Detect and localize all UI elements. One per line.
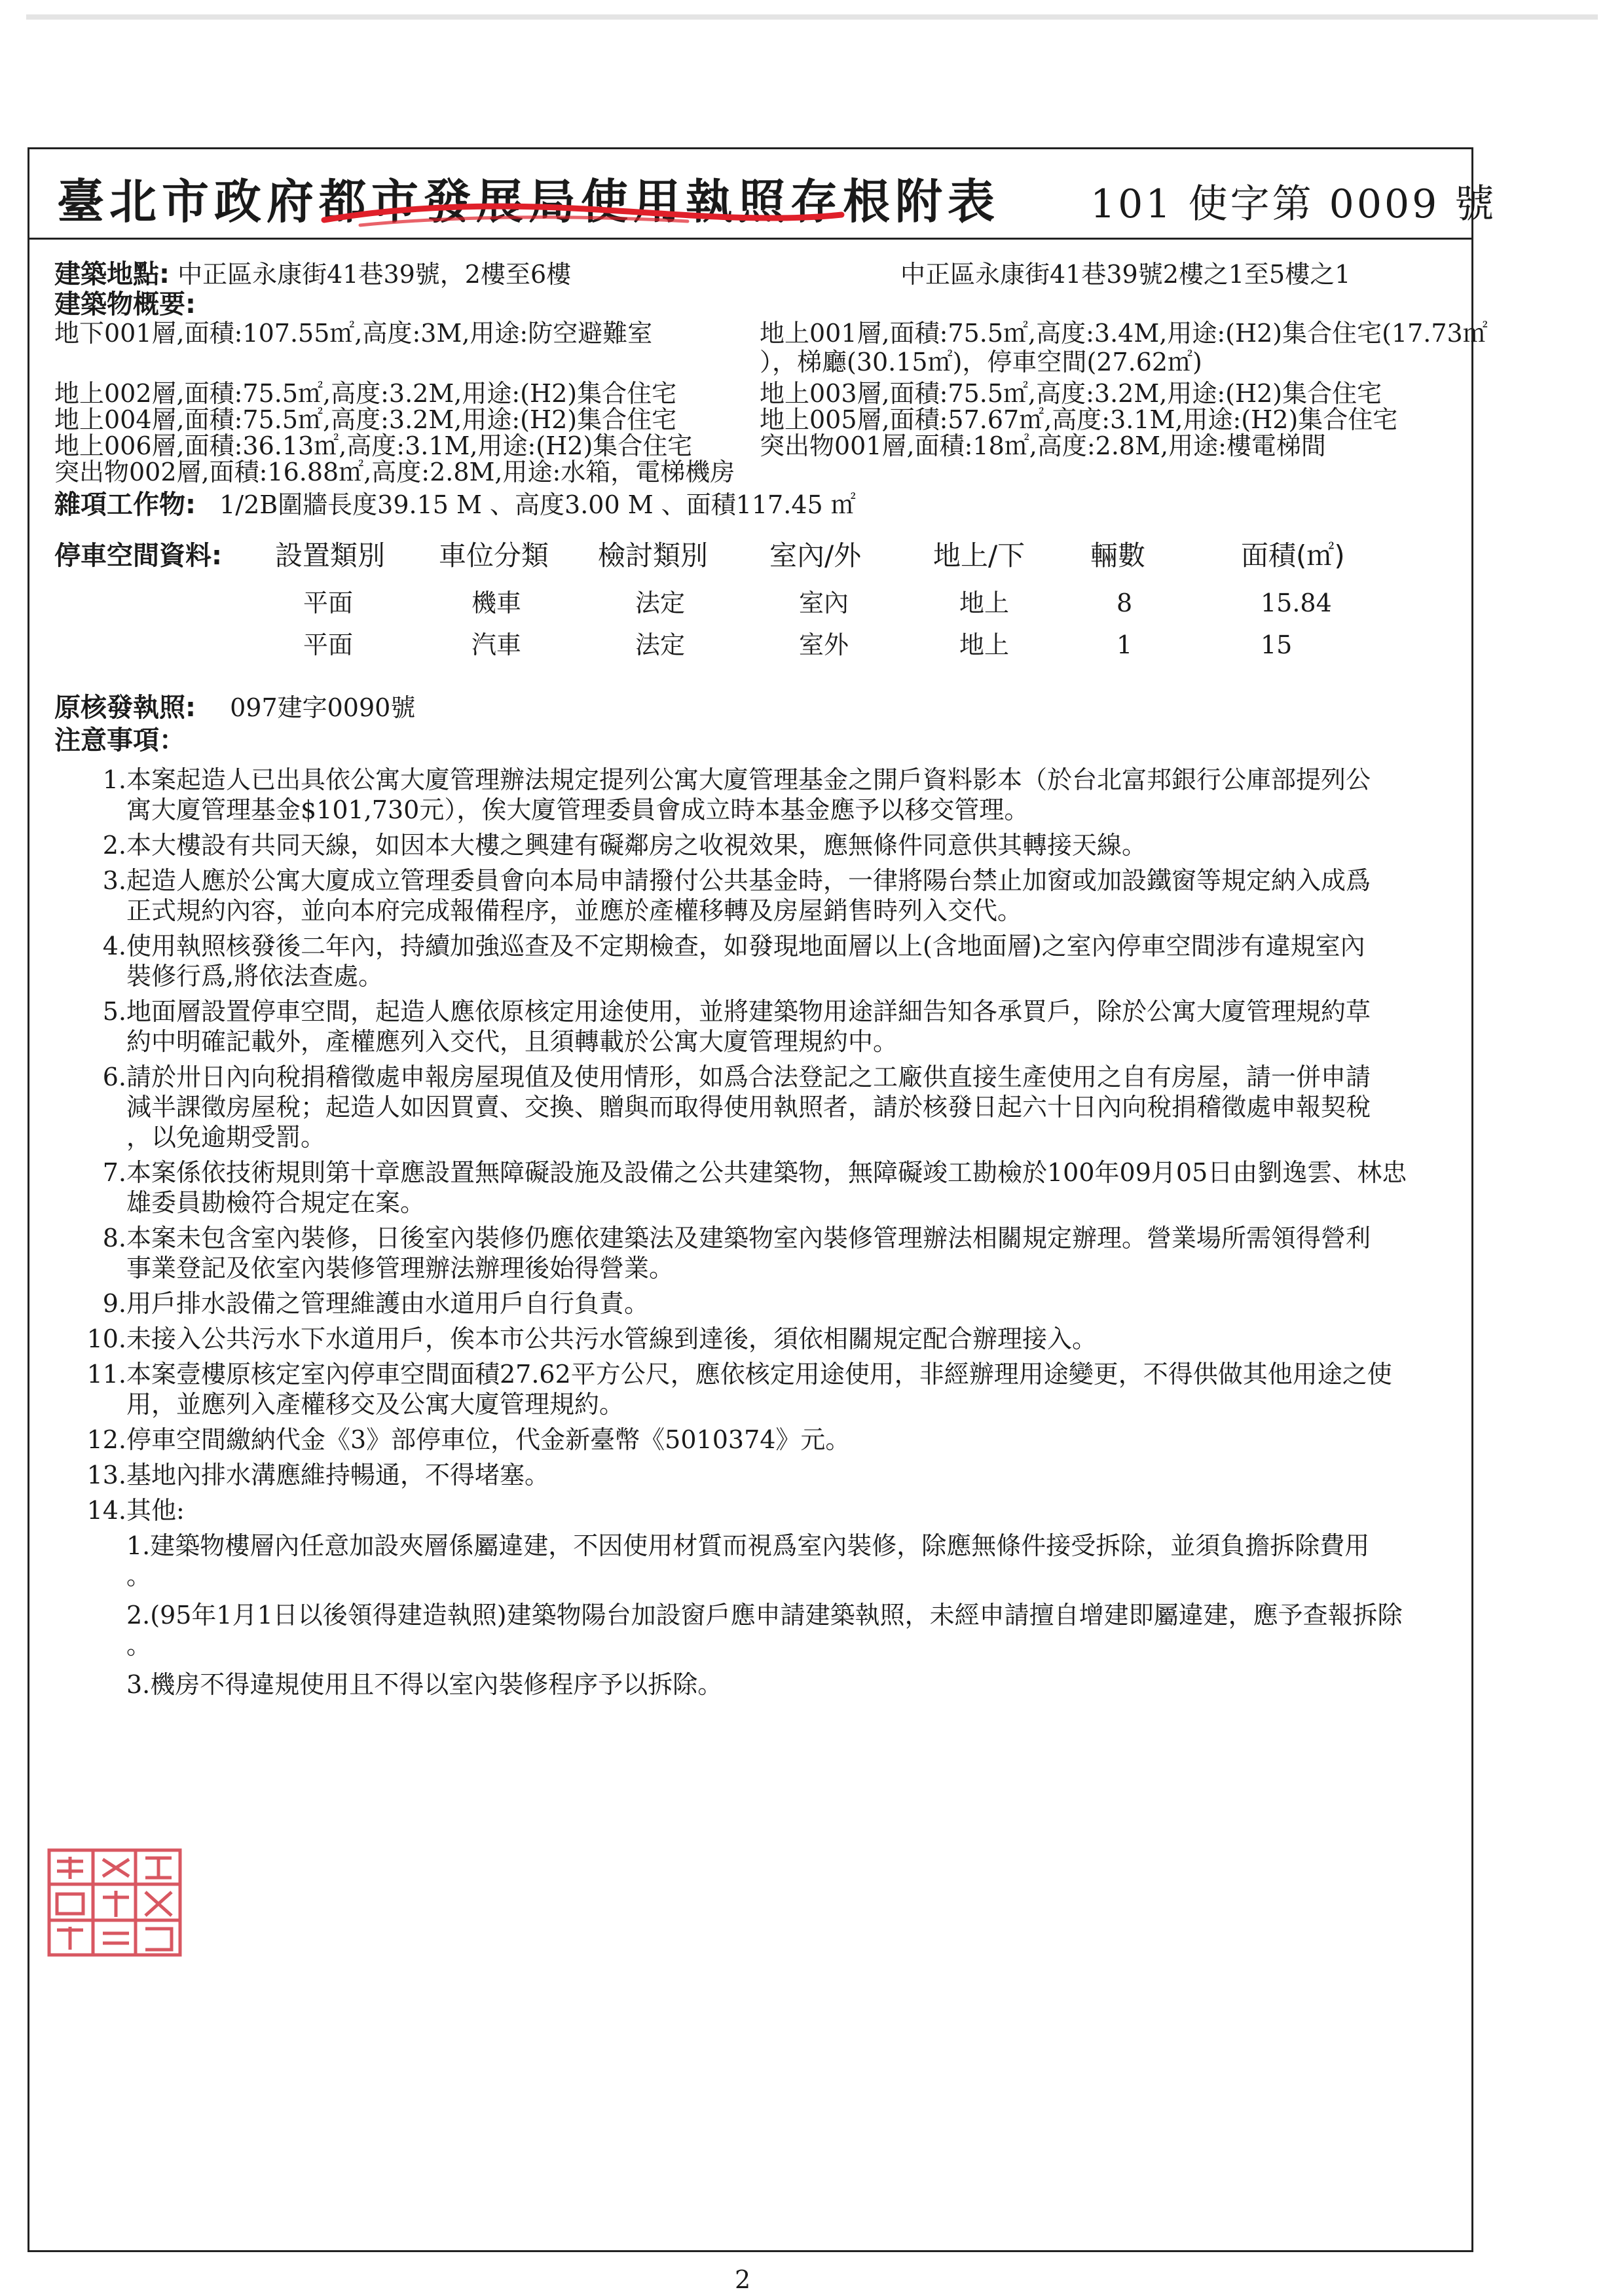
title-bar xyxy=(29,149,1497,240)
misc-works-label: 雜項工作物: xyxy=(54,490,196,520)
floor-1: 地上001層,面積:75.5㎡,高度:3.4M,用途:(H2)集合住宅(17.73㎡ xyxy=(760,319,1488,348)
note-number: 8. xyxy=(102,1224,126,1252)
site-address-alt: 中正區永康街41巷39號2樓之1至5樓之1 xyxy=(900,260,1351,289)
note-text-line: 停車空間繳納代金《3》部停車位，代金新臺幣《5010374》元。 xyxy=(126,1425,851,1454)
floor-5: 地上005層,面積:57.67㎡,高度:3.1M,用途:(H2)集合住宅 xyxy=(760,405,1398,434)
note-text-line: 裝修行爲,將依法查處。 xyxy=(126,962,384,991)
note-text-line: 使用執照核發後二年內，持續加強巡查及不定期檢查，如發現地面層以上(含地面層)之室內停車空間涉有違規室內 xyxy=(126,932,1365,960)
parking-header-review: 檢討類別 xyxy=(598,539,709,572)
site-address: 中正區永康街41巷39號，2樓至6樓 xyxy=(177,260,572,289)
page-number: 2 xyxy=(735,2265,751,2294)
scan-edge xyxy=(26,14,1598,20)
note-number: 7. xyxy=(102,1158,126,1187)
note-text-line: 正式規約內容，並向本府完成報備程序，並應於產權移轉及房屋銷售時列入交代。 xyxy=(126,896,1023,925)
note-number: 2. xyxy=(102,831,126,860)
note-number: 10. xyxy=(86,1324,126,1353)
note-text-line: 用戶排水設備之管理維護由水道用戶自行負責。 xyxy=(126,1289,650,1318)
note-text-line: 約中明確記載外，產權應列入交代，且須轉載於公寓大廈管理規約中。 xyxy=(126,1027,898,1056)
overview-label: 建築物概要: xyxy=(54,289,196,319)
note-text-line: ，以免逾期受罰。 xyxy=(126,1123,326,1152)
official-seal-stamp xyxy=(44,1845,187,1961)
note-text-line: 未接入公共污水下水道用戶，俟本市公共污水管線到達後，須依相關規定配合辦理接入。 xyxy=(126,1324,1098,1353)
note-number: 4. xyxy=(102,932,126,960)
note-text-line: 事業登記及依室內裝修管理辦法辦理後始得營業。 xyxy=(126,1254,674,1283)
note-text-line: 起造人應於公寓大廈成立管理委員會向本局申請撥付公共基金時，一律將陽台禁止加窗或加設鐵窗等規定納入成爲 xyxy=(126,866,1371,895)
rooftop-2: 突出物002層,面積:16.88㎡,高度:2.8M,用途:水箱，電梯機房 xyxy=(54,458,735,486)
parking-header-area: 面積(㎡) xyxy=(1241,539,1345,572)
floor-b1: 地下001層,面積:107.55㎡,高度:3M,用途:防空避難室 xyxy=(54,319,653,348)
parking-cell: 1 xyxy=(1116,630,1133,659)
parking-cell: 15 xyxy=(1261,630,1293,659)
parking-cell: 室外 xyxy=(799,630,849,659)
parking-cell: 平面 xyxy=(303,589,354,617)
note-number: 11. xyxy=(86,1360,126,1389)
note-number: 1. xyxy=(102,765,126,794)
note-text-line: 本大樓設有共同天線，如因本大樓之興建有礙鄰房之收視效果，應無條件同意供其轉接天線。 xyxy=(126,831,1147,860)
original-permit-value: 097建字0090號 xyxy=(230,693,416,722)
parking-header-count: 輛數 xyxy=(1090,539,1146,572)
parking-cell: 平面 xyxy=(303,630,354,659)
parking-cell: 15.84 xyxy=(1261,589,1332,617)
parking-header-level: 地上/下 xyxy=(933,539,1025,572)
parking-cell: 地上 xyxy=(959,589,1010,617)
parking-cell: 汽車 xyxy=(471,630,522,659)
parking-header-indoor: 室內/外 xyxy=(769,539,862,572)
parking-header-type: 設置類別 xyxy=(275,539,386,572)
notes-label: 注意事項： xyxy=(54,725,185,756)
parking-cell: 機車 xyxy=(471,589,522,617)
floor-3: 地上003層,面積:75.5㎡,高度:3.2M,用途:(H2)集合住宅 xyxy=(760,379,1382,408)
parking-cell: 法定 xyxy=(635,630,686,659)
other-note-line: 。 xyxy=(126,1631,152,1660)
note-text-line: 雄委員勘檢符合規定在案。 xyxy=(126,1188,426,1217)
note-text-line: 請於卅日內向稅捐稽徵處申報房屋現值及使用情形，如爲合法登記之工廠供直接生產使用之自有房屋，請一併申請 xyxy=(126,1063,1371,1091)
note-text-line: 寓大廈管理基金$101,730元），俟大廈管理委員會成立時本基金應予以移交管理。 xyxy=(126,795,1029,824)
note-text-line: 地面層設置停車空間，起造人應依原核定用途使用，並將建築物用途詳細告知各承買戶，除於公寓大廈管理規約草 xyxy=(126,997,1371,1026)
note-number: 5. xyxy=(102,997,126,1026)
parking-cell: 室內 xyxy=(799,589,849,617)
parking-header-class: 車位分類 xyxy=(439,539,549,572)
misc-works-value: 1/2B圍牆長度39.15 M 、高度3.00 M 、面積117.45 ㎡ xyxy=(219,490,856,519)
floor-4: 地上004層,面積:75.5㎡,高度:3.2M,用途:(H2)集合住宅 xyxy=(54,405,677,434)
other-note-line: 2.(95年1月1日以後領得建造執照)建築物陽台加設窗戶應申請建築執照，未經申請擅自增建即屬違建，應予查報拆除 xyxy=(126,1601,1403,1630)
document-frame xyxy=(28,147,1497,2252)
parking-cell: 地上 xyxy=(959,630,1010,659)
note-text-line: 本案係依技術規則第十章應設置無障礙設施及設備之公共建築物，無障礙竣工勘檢於100年09月05日由劉逸雲、林忠 xyxy=(126,1158,1407,1187)
rooftop-1: 突出物001層,面積:18㎡,高度:2.8M,用途:樓電梯間 xyxy=(760,431,1326,460)
other-note-line: 3.機房不得違規使用且不得以室內裝修程序予以拆除。 xyxy=(126,1670,723,1699)
note-number: 13. xyxy=(86,1461,126,1489)
original-permit-label: 原核發執照: xyxy=(54,693,196,723)
floor-1-cont: ），梯廳(30.15㎡)，停車空間(27.62㎡) xyxy=(760,348,1202,376)
parking-cell: 8 xyxy=(1116,589,1133,617)
parking-label: 停車空間資料: xyxy=(54,541,222,571)
floor-2: 地上002層,面積:75.5㎡,高度:3.2M,用途:(H2)集合住宅 xyxy=(54,379,677,408)
note-number: 9. xyxy=(102,1289,126,1318)
document-title: 臺北市政府都市發展局使用執照存根附表 xyxy=(57,174,1001,229)
permit-number: 101 使字第 0009 號 xyxy=(1090,181,1497,227)
misc-works-row xyxy=(54,490,856,520)
floor-6: 地上006層,面積:36.13㎡,高度:3.1M,用途:(H2)集合住宅 xyxy=(54,431,693,460)
other-note-line: 1.建築物樓層內任意加設夾層係屬違建，不因使用材質而視爲室內裝修，除應無條件接受拆除，並須負擔拆除費用 xyxy=(126,1531,1370,1560)
note-number: 14. xyxy=(86,1496,126,1525)
site-label: 建築地點: xyxy=(54,259,170,289)
site-row xyxy=(54,259,571,289)
note-number: 3. xyxy=(102,866,126,895)
note-number: 6. xyxy=(102,1063,126,1091)
other-note-line: 。 xyxy=(126,1561,152,1590)
original-permit-row xyxy=(54,693,415,723)
note-text-line: 本案起造人已出具依公寓大廈管理辦法規定提列公寓大廈管理基金之開戶資料影本（於台北富邦銀行公庫部提列公 xyxy=(126,765,1371,794)
note-text-line: 本案壹樓原核定室內停車空間面積27.62平方公尺，應依核定用途使用，非經辦理用途變更，不得供做其他用途之使 xyxy=(126,1360,1392,1389)
parking-cell: 法定 xyxy=(635,589,686,617)
note-text-line: 基地內排水溝應維持暢通，不得堵塞。 xyxy=(126,1461,550,1489)
note-text-line: 其他: xyxy=(126,1496,185,1525)
note-number: 12. xyxy=(86,1425,126,1454)
note-text-line: 減半課徵房屋稅；起造人如因買賣、交換、贈與而取得使用執照者，請於核發日起六十日內向稅捐稽徵處申報契稅 xyxy=(126,1093,1371,1121)
note-text-line: 本案未包含室內裝修，日後室內裝修仍應依建築法及建築物室內裝修管理辦法相關規定辦理。營業場所需領得營利 xyxy=(126,1224,1371,1252)
note-text-line: 用，並應列入產權移交及公寓大廈管理規約。 xyxy=(126,1390,625,1419)
